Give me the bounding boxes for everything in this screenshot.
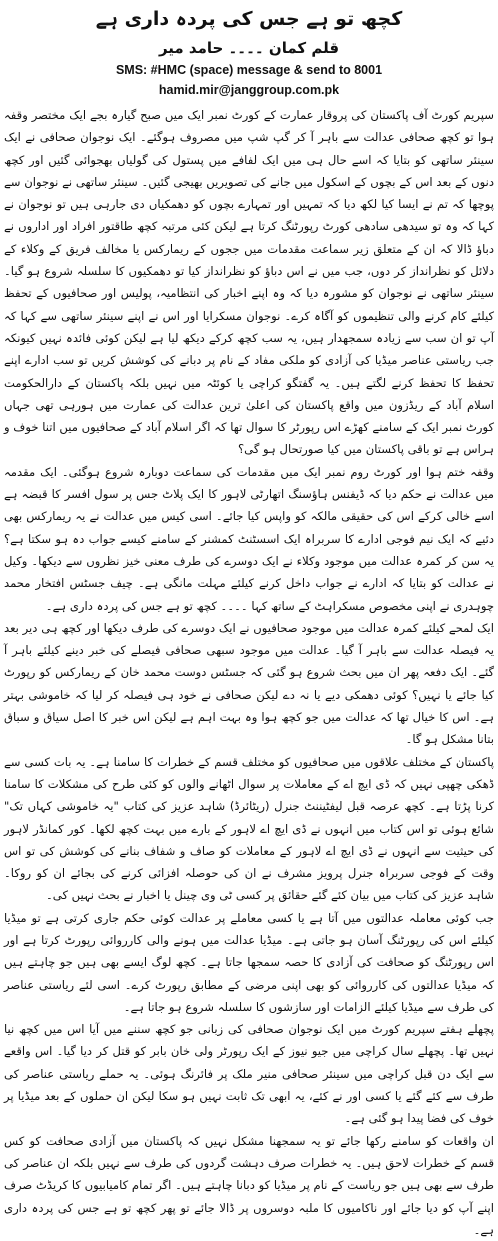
body-paragraph: پچھلے ہفتے سپریم کورٹ میں ایک نوجوان صحافی کی زبانی جو کچھ سننے میں آیا اس میں کچھ نیا نہیں تھا۔ پچھلے سال کراچی میں جیو نیوز کے ایک رپورٹر ولی خان بابر کو قتل کر دیا گیا۔ اس واقعے سے ایک دن قبل کراچی میں سینئر صحافی منیر ملک پر فائرنگ ہوئی۔ یہ حملے ریاستی عناصر کی طرف سے کئے گئے یا کسی اور نے کئے، یہ ابھی تک ثابت نہیں ہو سکا لیکن ان حملوں کے بعد میڈیا پر خوف کی فضا پیدا ہو گئی ہے۔ (4, 1022, 494, 1126)
body-paragraph: جب کوئی معاملہ عدالتوں میں آتا ہے یا کسی معاملے پر عدالت کوئی حکم جاری کرتی ہے تو میڈیا کیلئے اس کی رپورٹنگ آسان ہو جاتی ہے۔ میڈیا عدالت میں ہونے والی کارروائی رپورٹ کرتا ہے اور اس رپورٹنگ کو صحافت کی آزادی کا حصہ سمجھا جاتا ہے۔ کچھ لوگ ایسے بھی ہیں جو چاہتے ہیں کہ میڈیا عدالتوں کی کارروائی کو بھی اپنی مرضی کے مطابق رپورٹ کرے۔ اسی لئے ریاستی عناصر کی طرف سے میڈیا کیلئے الزامات اور سازشوں کا سلسلہ شروع ہو جاتا ہے۔ (4, 910, 494, 1014)
body-paragraph: ان واقعات کو سامنے رکھا جائے تو یہ سمجھنا مشکل نہیں کہ پاکستان میں آزادی صحافت کو کس قسم کے خطرات لاحق ہیں۔ یہ خطرات صرف دہشت گردوں کی طرف سے نہیں بلکہ ان عناصر کی طرف سے بھی ہیں جو ریاست کے نام پر میڈیا کو دبانا چاہتے ہیں۔ اگر تمام کامیابیوں کا کریڈٹ صرف اپنے آپ کو دیا جائے اور ناکامیوں کا ملبہ دوسروں پر ڈالا جائے تو پھر کچھ تو ہے جس کی پردہ داری ہے۔ (4, 1133, 494, 1237)
article-body (4, 104, 494, 1241)
article-headline: کچھ تو ہے جس کی پردہ داری ہے (95, 8, 403, 30)
column-byline: قلم کمان ۔۔۔۔ حامد میر (158, 39, 340, 57)
body-paragraph: ایک لمحے کیلئے کمرہ عدالت میں موجود صحافیوں نے ایک دوسرے کی طرف دیکھا اور کچھ ہی دیر بعد یہ فیصلہ عدالت سے باہر آ گیا۔ عدالت میں موجود سبھی صحافی فیصلے کی خبر دینے کیلئے باہر آ گئے۔ ایک دفعہ پھر ان میں بحث شروع ہو گئی کہ جسٹس دوست محمد خان کے ریمارکس کو رپورٹ کیا جائے یا نہیں؟ کوئی دھمکی دیے یا نہ دے لیکن صحافی نے خود ہی فیصلہ کر لیا کہ خاموشی بہتر ہے۔ اس کا خیال تھا کہ عدالت میں جو کچھ ہوا وہ بہت اہم ہے لیکن اس خبر کا اصل سیاق و سباق بتانا مشکل ہو گا۔ (4, 620, 494, 747)
body-paragraph: پاکستان کے مختلف علاقوں میں صحافیوں کو مختلف قسم کے خطرات کا سامنا ہے۔ یہ بات کسی سے ڈھکی چھپی نہیں کہ ڈی ایچ اے کے معاملات پر سوال اٹھانے والوں کو کئی طرح کی مشکلات کا سامنا کرنا پڑتا ہے۔ کچھ عرصہ قبل لیفٹیننٹ جنرل (ریٹائرڈ) شاہد عزیز کی کتاب "یہ خاموشی کہاں تک" شائع ہوئی تو اس کتاب میں انہوں نے ڈی ایچ اے لاہور کے بارے میں بہت کچھ لکھا۔ کور کمانڈر لاہور کی حیثیت سے انہوں نے ڈی ایچ اے لاہور کے معاملات کو صاف و شفاف بنانے کی کوشش کی تو اس وقت کے فوجی سربراہ جنرل پرویز مشرف نے ان کی حوصلہ افزائی کرنے کی بجائے ان کو روکا۔ شاہد عزیز کی کتاب میں بیان کئے گئے حقائق پر کسی ٹی وی چینل یا اخبار نے بحث نہیں کی۔ (4, 754, 494, 903)
article-column (4, 4, 494, 1237)
body-paragraph: وقفہ ختم ہوا اور کورٹ روم نمبر ایک میں مقدمات کی سماعت دوبارہ شروع ہوگئی۔ ایک مقدمہ میں عدالت نے حکم دیا کہ ڈیفنس ہاؤسنگ اتھارٹی لاہور کا ایک پلاٹ جس پر سول افسر کا قبضہ ہے اسے خالی کرکے اس کی حقیقی مالکہ کو واپس کیا جائے۔ اسی کیس میں عدالت نے یہ ریمارکس بھی دئیے کہ ایک نیم فوجی ادارے کا سربراہ ایک اسسٹنٹ کمشنر کے سامنے کیسے جواب دہ ہو سکتا ہے؟ یہ سن کر کمرہ عدالت میں موجود وکلاء نے ایک دوسرے کی طرف معنی خیز نظروں سے دیکھا۔ وکیل نے عدالت کو بتایا کہ ادارے نے جواب داخل کرنے کیلئے مہلت مانگی ہے۔ چیف جسٹس افتخار محمد چوہدری نے اپنی مخصوص مسکراہٹ کے ساتھ کہا ۔۔۔۔ کچھ تو ہے جس کی پردہ داری ہے۔ (4, 464, 494, 613)
sms-instructions: SMS: #HMC (space) message & send to 8001 (115, 63, 383, 77)
body-paragraph: سپریم کورٹ آف پاکستان کی پروقار عمارت کے کورٹ نمبر ایک میں صبح گیارہ بجے ایک مختصر وقفہ ہوا تو کچھ صحافی عدالت سے باہر آ کر گپ شپ میں مصروف ہوگئے۔ ایک نوجوان صحافی نے ایک سینئر ساتھی کو بتایا کہ اسے حال ہی میں ایک لفافے میں پستول کی گولیاں بھجوائی گئیں اور کچھ دنوں کے بعد اس کے بچوں کے اسکول میں جانے کی تصویریں بھیجی گئیں۔ سینئر ساتھی نے نوجوان سے پوچھا کہ تم نے ایسا کیا لکھ دیا کہ تمہیں اور تمہارے بچوں کو دھمکیاں دی جارہی ہیں تو نوجوان نے کہا کہ وہ تو سیدھی سادھی کورٹ رپورٹنگ کرتا ہے لیکن کئی مرتبہ کچھ طاقتور افراد اور اداروں نے دباؤ ڈالا کہ ان کے متعلق زیر سماعت مقدمات میں ججوں کے ریمارکس یا مخالف فریق کے وکلاء کے دلائل کو نظرانداز کر دوں، جب میں نے اس دباؤ کو نظرانداز کیا تو دھمکیوں کا سلسلہ شروع ہو گیا۔ سینئر ساتھی نے نوجوان کو مشورہ دیا کہ وہ اپنے اخبار کی انتظامیہ، پولیس اور صحافیوں کے تحفظ کیلئے کام کرنے والی تنظیموں کو آگاہ کرے۔ نوجوان مسکرایا اور اس نے اپنے سینئر ساتھی سے کہا کہ آپ تو ان سب سے زیادہ سمجھدار ہیں، یہ سب کچھ کرکے دیکھ لیا ہے لیکن کوئی فائدہ نہیں کیونکہ جب ریاستی عناصر میڈیا کی آزادی کو ملکی مفاد کے نام پر دبانے کی کوشش کریں تو سب ادارے اپنے تحفظ کا تحفظ کرنے لگتے ہیں۔ یہ گفتگو کراچی یا کوئٹہ میں نہیں بلکہ پاکستان کے دارالحکومت اسلام آباد کے ریڈزون میں واقع پاکستان کی اعلیٰ ترین عدالت کی عمارت میں ہورہی تھی جہاں کورٹ نمبر ایک کے سامنے کھڑے اس رپورٹر کا سوال تھا کہ اگر اسلام آباد کے صحافیوں میں اتنا خوف و ہراس ہے تو باقی پاکستان میں کیا صورتحال ہو گی؟ (4, 108, 494, 457)
author-email: hamid.mir@janggroup.com.pk (158, 83, 340, 97)
